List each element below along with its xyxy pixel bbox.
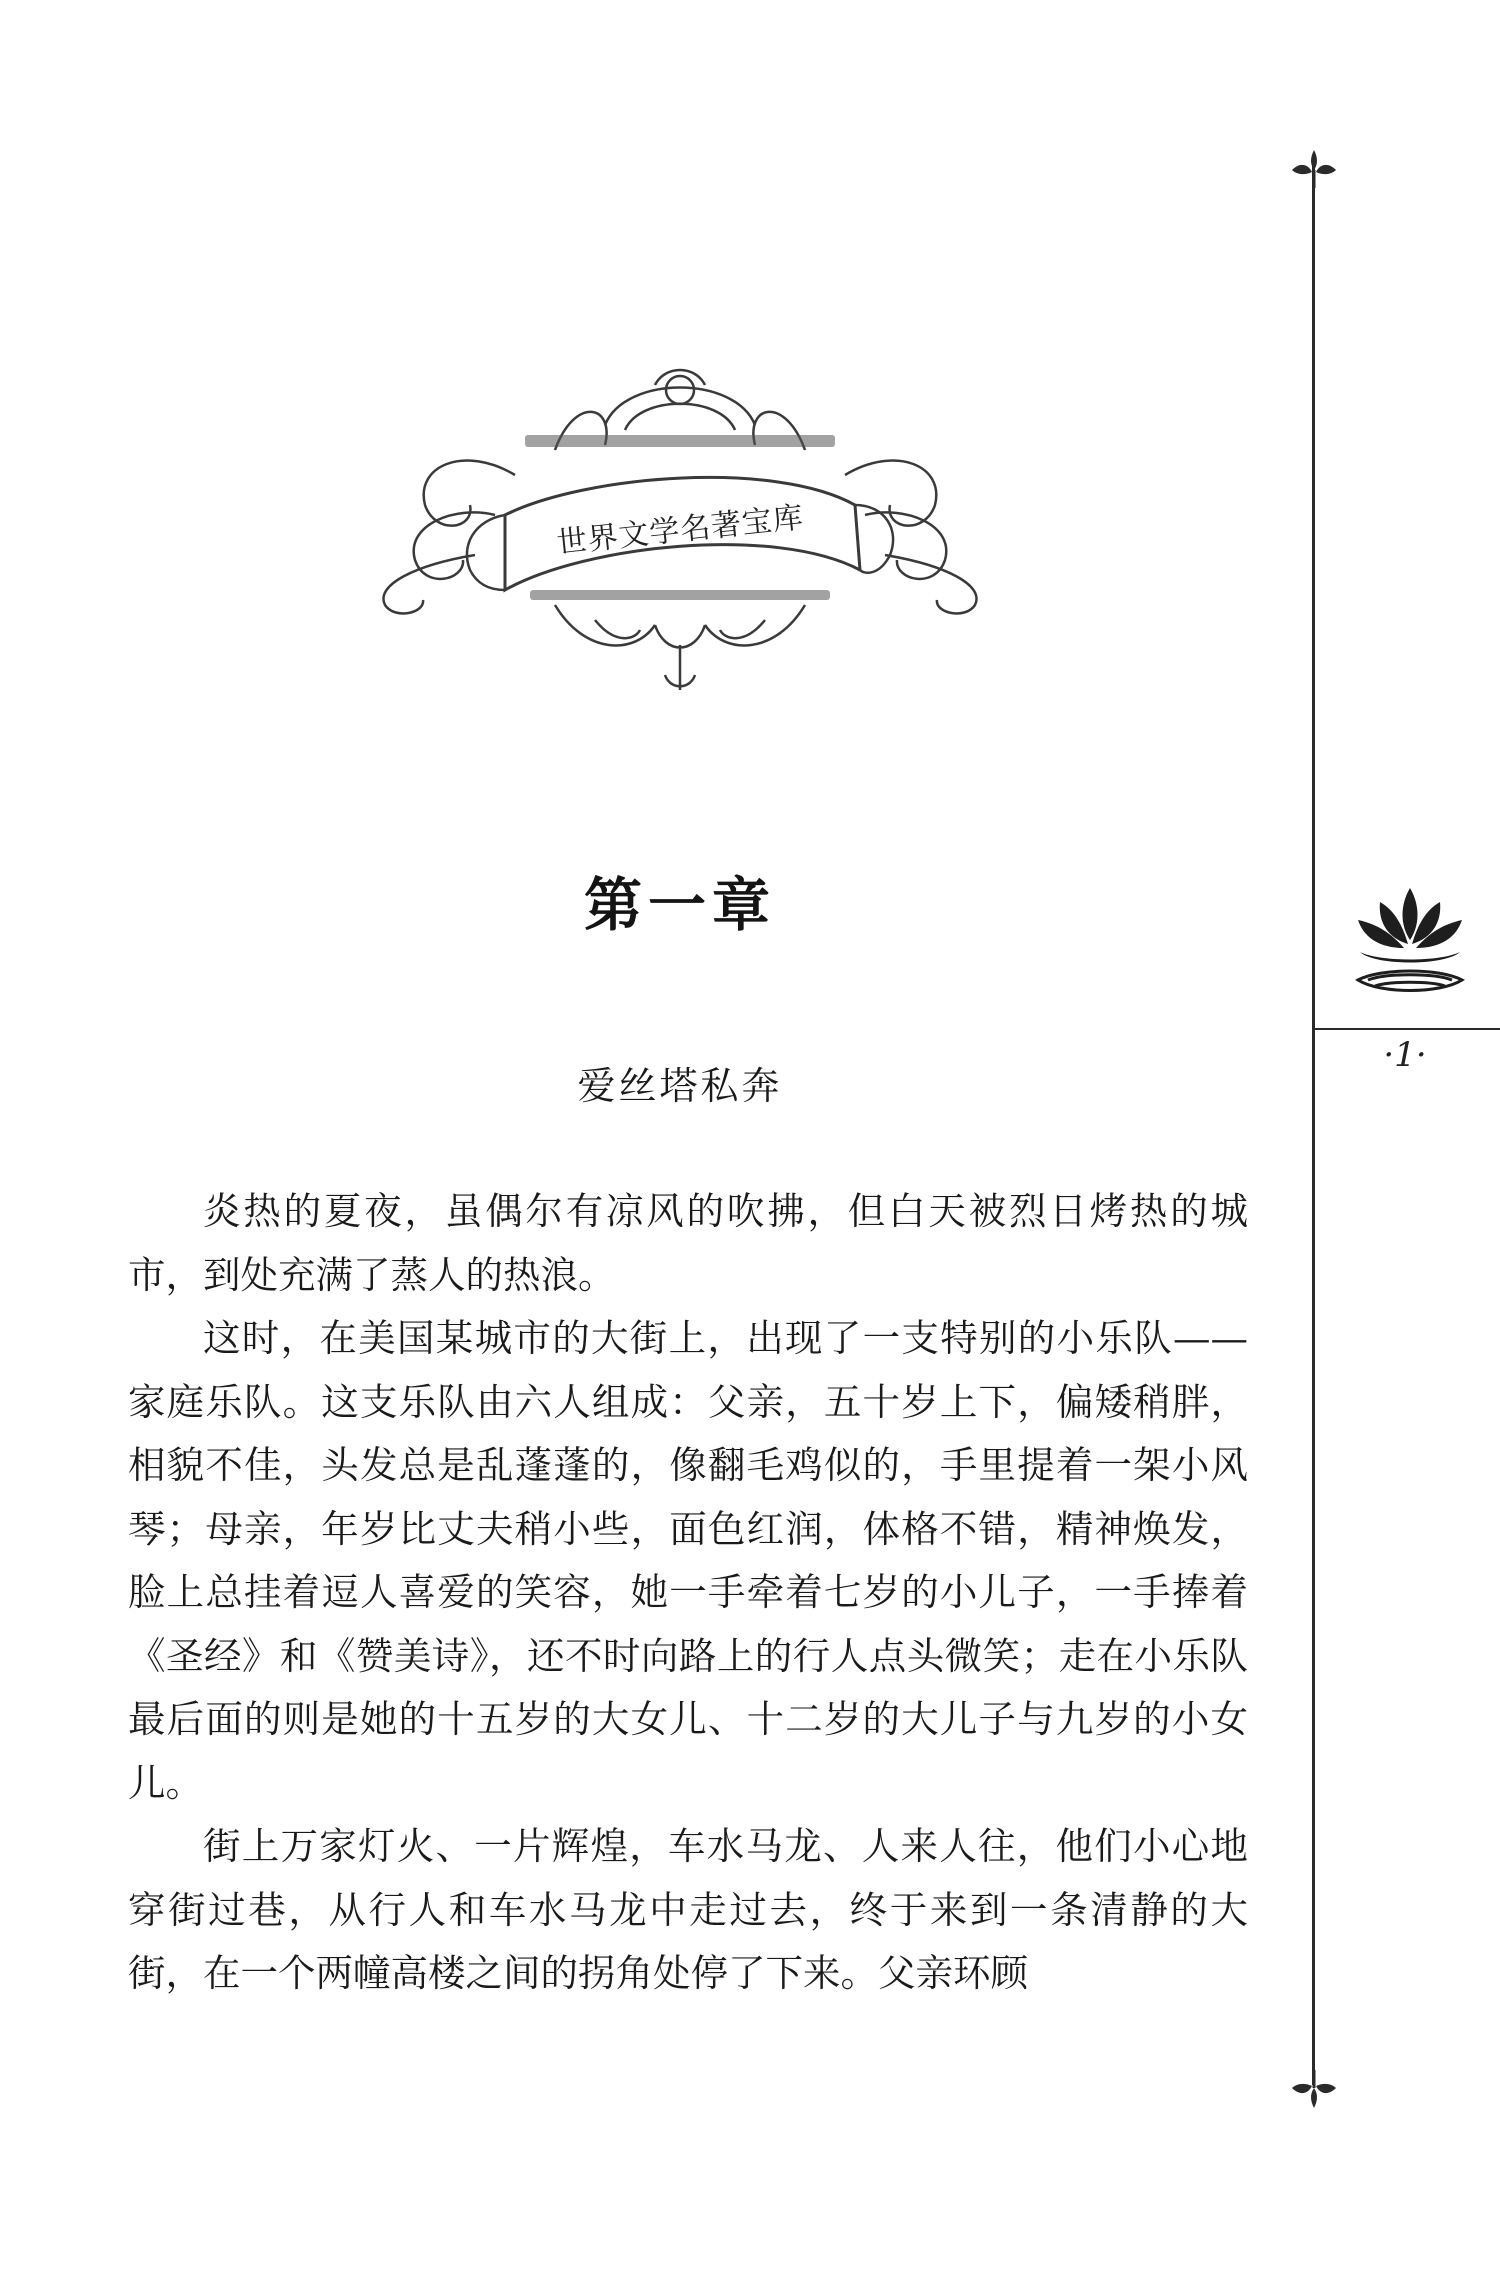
paragraph: 这时，在美国某城市的大街上，出现了一支特别的小乐队——家庭乐队。这支乐队由六人组成：父亲，五十岁上下，偏矮稍胖，相貌不佳，头发总是乱蓬蓬的，像翻毛鸡似的，手里提着一架小风琴；母亲，年岁比丈夫稍小些，面色红润，体格不错，精神焕发，脸上总挂着逗人喜爱的笑容，她一手牵着七岁的小儿子，一手捧着《圣经》和《赞美诗》，还不时向路上的行人点头微笑；走在小乐队最后面的则是她的十五岁的大女儿、十二岁的大儿子与九岁的小女儿。 [128, 1316, 1248, 1805]
section-title: 爱丝塔私奔 [577, 1064, 783, 1108]
margin-rule [1312, 160, 1315, 2085]
fleur-ornament-icon [1288, 2070, 1340, 2110]
body-text [128, 1180, 1248, 2006]
paragraph: 炎热的夏夜，虽偶尔有凉风的吹拂，但白天被烈日烤热的城市，到处充满了蒸人的热浪。 [128, 1189, 1248, 1297]
page-number: ·1· [1383, 1035, 1427, 1075]
lotus-icon [1350, 880, 1470, 1010]
chapter-title: 第一章 [583, 871, 776, 939]
banner-title: 世界文学名著宝库 [555, 500, 806, 561]
thumb-divider [1312, 1028, 1500, 1030]
paragraph: 街上万家灯火、一片辉煌，车水马龙、人来人往，他们小心地穿街过巷，从行人和车水马龙中走过去，终于来到一条清静的大街，在一个两幢高楼之间的拐角处停了下来。父亲环顾 [128, 1824, 1248, 1995]
fleur-ornament-icon [1288, 148, 1340, 188]
ornamental-scroll-banner-icon [355, 355, 1005, 705]
